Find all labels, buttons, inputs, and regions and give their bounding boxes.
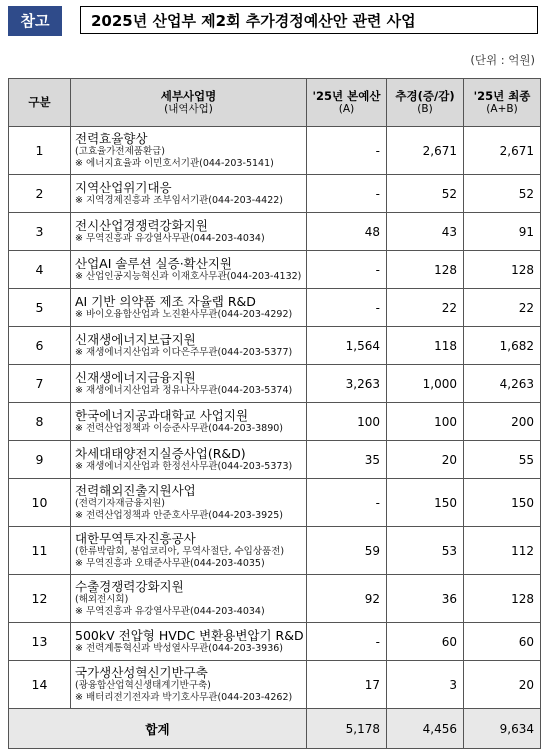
project-name-cell <box>71 623 307 661</box>
row-number: 3 <box>9 213 71 251</box>
project-detail: (전력기자재금융지원) <box>75 498 166 509</box>
base-budget: - <box>307 175 387 213</box>
total-base: 5,178 <box>307 709 387 749</box>
base-budget: 92 <box>307 575 387 623</box>
row-number: 6 <box>9 327 71 365</box>
base-budget: - <box>307 251 387 289</box>
table-row <box>9 365 541 403</box>
project-name: 산업AI 솔루션 실증·확산지원 <box>75 256 232 271</box>
row-number: 12 <box>9 575 71 623</box>
project-name: 신재생에너지금융지원 <box>75 370 196 385</box>
project-name: 지역산업위기대응 <box>75 180 172 195</box>
project-name-cell <box>71 365 307 403</box>
project-detail: ※ 무역진흥과 오태준사무관(044-203-4035) <box>75 558 265 569</box>
project-detail: (한류박람회, 봉업코리아, 무역사절단, 수입상품전) <box>75 546 285 557</box>
supplementary-change: 60 <box>387 623 464 661</box>
supplementary-change: 53 <box>387 527 464 575</box>
supplementary-change: 150 <box>387 479 464 527</box>
table-row <box>9 575 541 623</box>
row-number: 14 <box>9 661 71 709</box>
project-name: AI 기반 의약품 제조 자율랩 R&D <box>75 294 256 309</box>
base-budget: 35 <box>307 441 387 479</box>
total-label: 합계 <box>9 709 307 749</box>
project-detail: ※ 배터리전기전자과 박기호사무관(044-203-4262) <box>75 692 293 703</box>
supplementary-change: 52 <box>387 175 464 213</box>
project-name: 전력효율향상 <box>75 131 148 146</box>
row-number: 9 <box>9 441 71 479</box>
row-number: 7 <box>9 365 71 403</box>
base-budget: 1,564 <box>307 327 387 365</box>
final-budget: 22 <box>464 289 541 327</box>
project-detail: ※ 재생에너지산업과 한정선사무관(044-203-5373) <box>75 461 293 472</box>
table-row <box>9 289 541 327</box>
project-detail: ※ 바이오융합산업과 노진환사무관(044-203-4292) <box>75 309 293 320</box>
project-detail: ※ 무역진흥과 유강열사무관(044-203-4034) <box>75 606 265 617</box>
supplementary-change: 118 <box>387 327 464 365</box>
table-row <box>9 403 541 441</box>
project-name: 전시산업경쟁력강화지원 <box>75 218 208 233</box>
final-budget: 200 <box>464 403 541 441</box>
col-header-no: 구분 <box>9 79 71 127</box>
project-detail: ※ 전력산업정책과 안준호사무관(044-203-3925) <box>75 510 284 521</box>
col-header-base: '25년 본예산 (A) <box>307 79 387 127</box>
total-change: 4,456 <box>387 709 464 749</box>
final-budget: 4,263 <box>464 365 541 403</box>
document-header <box>8 6 540 36</box>
row-number: 1 <box>9 127 71 175</box>
project-name-cell <box>71 575 307 623</box>
reference-tag: 참고 <box>8 6 62 36</box>
final-budget: 2,671 <box>464 127 541 175</box>
document-title: 2025년 산업부 제2회 추가경정예산안 관련 사업 <box>80 6 538 34</box>
project-detail: ※ 재생에너지산업과 이다은주무관(044-203-5377) <box>75 347 293 358</box>
project-name-cell <box>71 213 307 251</box>
base-budget: 59 <box>307 527 387 575</box>
project-name: 차세대태양전지실증사업(R&D) <box>75 446 246 461</box>
final-budget: 60 <box>464 623 541 661</box>
table-row <box>9 327 541 365</box>
project-name: 한국에너지공과대학교 사업지원 <box>75 408 249 423</box>
project-name-cell <box>71 175 307 213</box>
project-name-cell <box>71 441 307 479</box>
supplementary-change: 36 <box>387 575 464 623</box>
table-row <box>9 441 541 479</box>
supplementary-change: 128 <box>387 251 464 289</box>
table-row <box>9 527 541 575</box>
project-name: 국가생산성혁신기반구축 <box>75 665 208 680</box>
project-detail: (광융합산업혁신생태계기반구축) <box>75 680 211 691</box>
final-budget: 55 <box>464 441 541 479</box>
supplementary-change: 100 <box>387 403 464 441</box>
final-budget: 91 <box>464 213 541 251</box>
row-number: 11 <box>9 527 71 575</box>
row-number: 10 <box>9 479 71 527</box>
table-row <box>9 127 541 175</box>
base-budget: - <box>307 127 387 175</box>
table-row <box>9 175 541 213</box>
project-detail: (고효율가전제품환급) <box>75 146 166 157</box>
row-number: 2 <box>9 175 71 213</box>
project-name-cell <box>71 403 307 441</box>
project-name: 500kV 전압형 HVDC 변환용변압기 R&D <box>75 628 304 643</box>
base-budget: 3,263 <box>307 365 387 403</box>
project-name: 전력해외진출지원사업 <box>75 483 196 498</box>
final-budget: 20 <box>464 661 541 709</box>
supplementary-change: 3 <box>387 661 464 709</box>
final-budget: 1,682 <box>464 327 541 365</box>
budget-table <box>8 78 541 749</box>
project-name: 신재생에너지보급지원 <box>75 332 196 347</box>
project-name-cell <box>71 661 307 709</box>
base-budget: 17 <box>307 661 387 709</box>
project-detail: ※ 에너지효율과 이민호서기관(044-203-5141) <box>75 158 274 169</box>
supplementary-change: 1,000 <box>387 365 464 403</box>
unit-label: (단위 : 억원) <box>470 53 535 67</box>
base-budget: 48 <box>307 213 387 251</box>
table-row <box>9 479 541 527</box>
project-name-cell <box>71 127 307 175</box>
project-name-cell <box>71 251 307 289</box>
project-detail: ※ 전력계통혁신과 박성열사무관(044-203-3936) <box>75 643 284 654</box>
project-name-cell <box>71 289 307 327</box>
total-final: 9,634 <box>464 709 541 749</box>
base-budget: - <box>307 623 387 661</box>
project-name-cell <box>71 327 307 365</box>
project-name-cell <box>71 479 307 527</box>
total-row <box>9 709 541 749</box>
final-budget: 128 <box>464 575 541 623</box>
project-detail: ※ 무역진흥과 유강열사무관(044-203-4034) <box>75 233 265 244</box>
supplementary-change: 43 <box>387 213 464 251</box>
table-row <box>9 213 541 251</box>
final-budget: 150 <box>464 479 541 527</box>
project-name-cell <box>71 527 307 575</box>
row-number: 8 <box>9 403 71 441</box>
col-header-change: 추경(증/감) (B) <box>387 79 464 127</box>
row-number: 4 <box>9 251 71 289</box>
col-header-name: 세부사업명 (내역사업) <box>71 79 307 127</box>
base-budget: 100 <box>307 403 387 441</box>
project-name: 수출경쟁력강화지원 <box>75 579 184 594</box>
col-header-final: '25년 최종 (A+B) <box>464 79 541 127</box>
base-budget: - <box>307 479 387 527</box>
final-budget: 128 <box>464 251 541 289</box>
row-number: 13 <box>9 623 71 661</box>
row-number: 5 <box>9 289 71 327</box>
project-detail: (해외전시회) <box>75 594 129 605</box>
table-row <box>9 623 541 661</box>
project-detail: ※ 전력산업정책과 이승준사무관(044-203-3890) <box>75 423 284 434</box>
table-header-row <box>9 79 541 127</box>
supplementary-change: 20 <box>387 441 464 479</box>
table-row <box>9 251 541 289</box>
table-row <box>9 661 541 709</box>
final-budget: 52 <box>464 175 541 213</box>
project-detail: ※ 지역경제진흥과 조부임서기관(044-203-4422) <box>75 195 284 206</box>
final-budget: 112 <box>464 527 541 575</box>
project-name: 대한무역투자진흥공사 <box>75 531 196 546</box>
base-budget: - <box>307 289 387 327</box>
supplementary-change: 2,671 <box>387 127 464 175</box>
project-detail: ※ 산업인공지능혁신과 이재호사무관(044-203-4132) <box>75 271 302 282</box>
supplementary-change: 22 <box>387 289 464 327</box>
project-detail: ※ 재생에너지산업과 정유나사무관(044-203-5374) <box>75 385 293 396</box>
